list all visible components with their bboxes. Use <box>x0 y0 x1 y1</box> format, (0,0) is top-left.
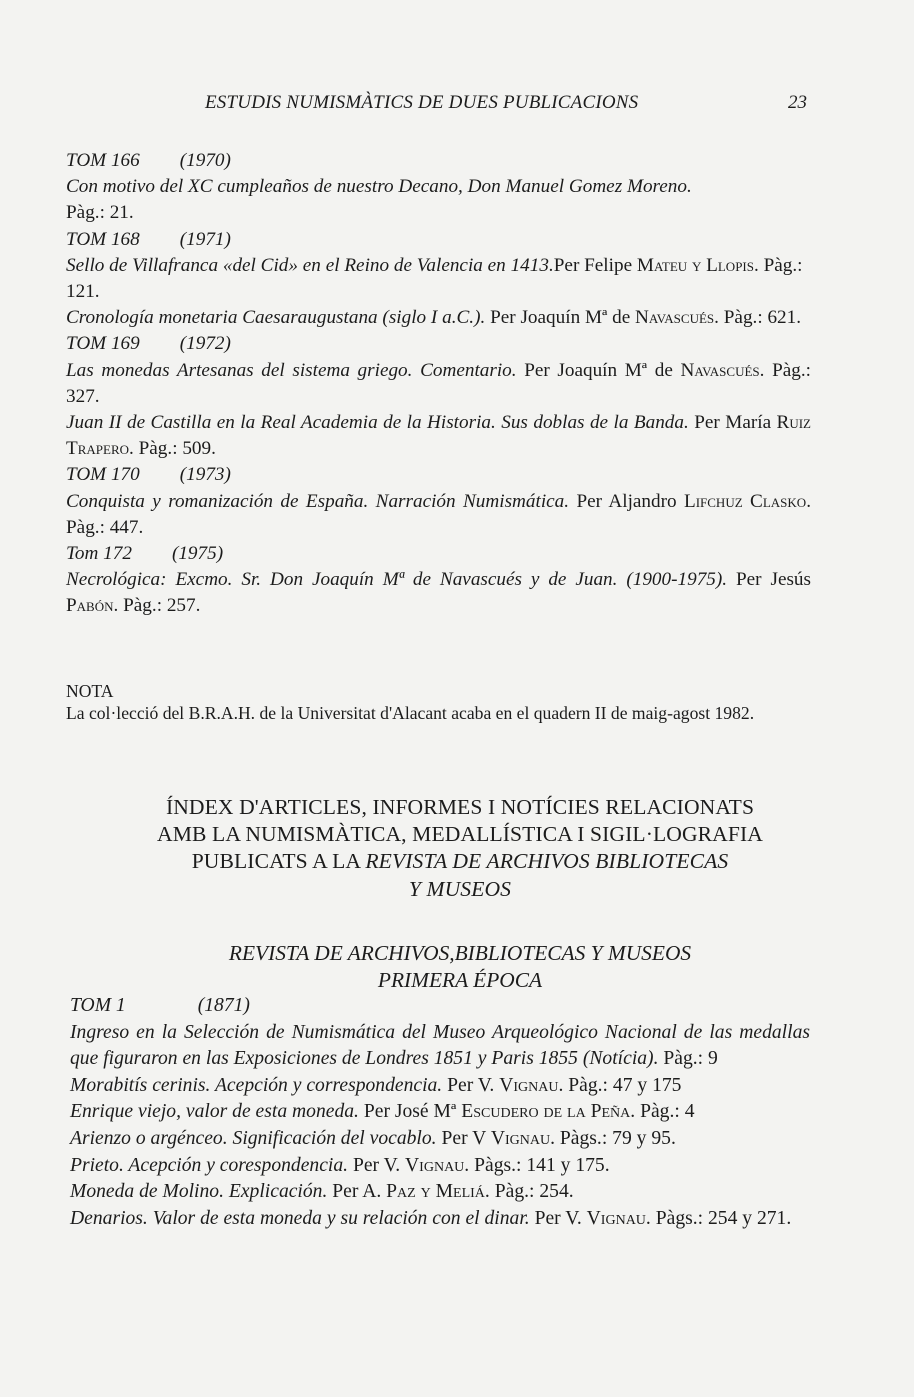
entry-title: Moneda de Molino. Explicación. <box>70 1181 328 1203</box>
volume-label: Tom 172 <box>66 543 132 565</box>
entry <box>66 410 811 462</box>
lower-bibliography <box>70 993 810 1232</box>
entry-pages: . Pàgs.: 254 y 271. <box>645 1207 792 1229</box>
entry-pages: Pàg.: 9 <box>658 1048 718 1070</box>
entry-author: Vignau <box>405 1154 465 1176</box>
entry-title: Denarios. Valor de esta moneda y su relación con el dinar. <box>70 1207 530 1229</box>
entry-per: Per V. <box>529 1207 587 1229</box>
entry <box>66 567 811 619</box>
entry-pages: . Pàg.: 257. <box>113 595 201 617</box>
entry-author: Mateu y Llopis <box>636 254 754 276</box>
entry-pages: . Pàg.: 4 <box>630 1101 695 1123</box>
entry-title: Conquista y romanización de España. Narración Numismática. <box>66 490 570 512</box>
index-heading <box>60 794 860 903</box>
volume-label: TOM 166 <box>66 150 140 171</box>
entry <box>66 305 811 331</box>
entry <box>66 489 811 541</box>
volume-label: TOM 168 <box>66 228 140 250</box>
entry <box>70 1206 810 1233</box>
entry <box>70 1179 810 1206</box>
entry-author: Navascués <box>680 359 760 381</box>
entry-author: Vignau <box>586 1207 646 1229</box>
index-heading-line: Y MUSEOS <box>408 876 512 901</box>
entry-title: Ingreso en la Selección de Numismática del Museo Arqueológico Nacional de las medallas que figuraron en las Exposiciones de Londres 1851 y Paris 1855 (Notícia). <box>70 1021 810 1070</box>
entry-pages: . Pàg.: 47 y 175 <box>558 1074 682 1096</box>
index-heading-line: ÍNDEX D'ARTICLES, INFORMES I NOTÍCIES RELACIONATS <box>165 795 755 819</box>
entry-pages: . Pàgs.: 79 y 95. <box>550 1127 676 1149</box>
volume-label: TOM 1 <box>70 995 126 1016</box>
entry <box>66 253 811 305</box>
entry <box>70 1153 810 1180</box>
volume-heading <box>66 331 811 357</box>
entry-pages: . Pàg.: 327. <box>66 359 811 407</box>
entry-pages: . Pàg.: 254. <box>484 1181 574 1203</box>
entry-title: Enrique viejo, valor de esta moneda. <box>70 1101 359 1123</box>
entry <box>70 1126 810 1153</box>
volume-heading <box>70 993 810 1020</box>
volume-heading <box>66 227 811 253</box>
entry-per: Per Joaquín Mª de <box>485 307 636 329</box>
entry <box>70 1020 810 1073</box>
entry-author: Paz y Meliá <box>386 1181 485 1203</box>
upper-bibliography <box>66 148 811 620</box>
index-heading-line: AMB LA NUMISMÀTICA, MEDALLÍSTICA I SIGIL·LOGRAFIA <box>157 822 763 847</box>
entry-pages: Pàg.: 21. <box>66 202 134 224</box>
running-head: ESTUDIS NUMISMÀTICS DE DUES PUBLICACIONS <box>205 92 639 113</box>
section-heading-line: PRIMERA ÉPOCA <box>377 968 543 993</box>
entry-title: Prieto. Acepción y corespondencia. <box>70 1154 349 1176</box>
note <box>66 680 811 725</box>
entry-author: Lifchuz Clasko <box>683 490 807 512</box>
entry-title: Morabitís cerinis. Acepción y correspondencia. <box>70 1074 443 1096</box>
entry-title: Juan II de Castilla en la Real Academia de la Historia. Sus doblas de la Banda. <box>66 412 689 434</box>
page-number: 23 <box>788 92 807 113</box>
entry-per: Per María <box>688 412 777 434</box>
entry-author: Vignau <box>499 1074 559 1096</box>
entry-per: Per José Mª <box>358 1101 462 1123</box>
index-heading-plain: PUBLICATS A LA <box>191 849 366 874</box>
entry-per: Per Jesús <box>727 569 811 591</box>
entry-author: Navascués <box>635 307 715 329</box>
entry-author: Escudero de la Peña <box>461 1101 631 1123</box>
entry-title: Sello de Villafranca «del Cid» en el Reino de Valencia en 1413. <box>66 254 554 276</box>
volume-year: (1973) <box>179 464 231 486</box>
volume-heading <box>66 541 811 567</box>
note-text: La col·lecció del B.R.A.H. de la Universitat d'Alacant acaba en el quadern II de maig-agost 1982. <box>66 703 755 724</box>
entry-title: Cronología monetaria Caesaraugustana (siglo I a.C.). <box>66 307 486 329</box>
entry-per: Per A. <box>327 1181 387 1203</box>
entry-pages: . Pàg.: 447. <box>66 490 811 538</box>
entry-per: Per V. <box>348 1154 406 1176</box>
volume-heading <box>66 462 811 488</box>
entry <box>70 1099 810 1126</box>
entry <box>70 1073 810 1100</box>
index-heading-line <box>60 848 860 875</box>
entry <box>66 174 811 226</box>
entry-title: Arienzo o argénceo. Significación del vocablo. <box>70 1127 437 1149</box>
volume-label: TOM 169 <box>66 333 140 355</box>
entry-pages: . Pàg.: 121. <box>66 254 803 303</box>
volume-label: TOM 170 <box>66 464 140 486</box>
entry-author: Ruiz Trapero <box>66 412 811 460</box>
entry-per: Per V <box>436 1127 491 1149</box>
note-title: NOTA <box>66 681 114 701</box>
entry-title: Necrológica: Excmo. Sr. Don Joaquín Mª de Navascués y de Juan. (1900-1975). <box>66 569 728 591</box>
volume-year: (1972) <box>179 333 231 355</box>
entry-pages: . Pàg.: 509. <box>129 438 216 460</box>
entry-per: Per Aljandro <box>569 490 684 512</box>
volume-heading <box>66 148 811 174</box>
volume-year: (1871) <box>197 995 250 1016</box>
entry-author: Pabón <box>66 595 114 617</box>
index-heading-italic: REVISTA DE ARCHIVOS BIBLIOTECAS <box>365 849 729 874</box>
volume-year: (1971) <box>179 228 231 250</box>
entry-pages: . Pàgs.: 141 y 175. <box>464 1154 610 1176</box>
entry-per: Per V. <box>442 1074 500 1096</box>
section-heading-line: REVISTA DE ARCHIVOS,BIBLIOTECAS Y MUSEOS <box>228 941 692 965</box>
entry-per: Per Felipe <box>553 254 637 276</box>
entry-author: Vignau <box>490 1127 551 1149</box>
entry-pages: . Pàg.: 621. <box>714 307 802 329</box>
entry-title: Con motivo del XC cumpleaños de nuestro Decano, Don Manuel Gomez Moreno. <box>66 176 692 198</box>
section-heading <box>60 940 860 994</box>
entry <box>66 358 811 410</box>
entry-title: Las monedas Artesanas del sistema griego. Comentario. <box>66 359 517 381</box>
volume-year: (1975) <box>171 543 224 565</box>
volume-year: (1970) <box>179 150 231 171</box>
entry-per: Per Joaquín Mª de <box>516 359 681 381</box>
